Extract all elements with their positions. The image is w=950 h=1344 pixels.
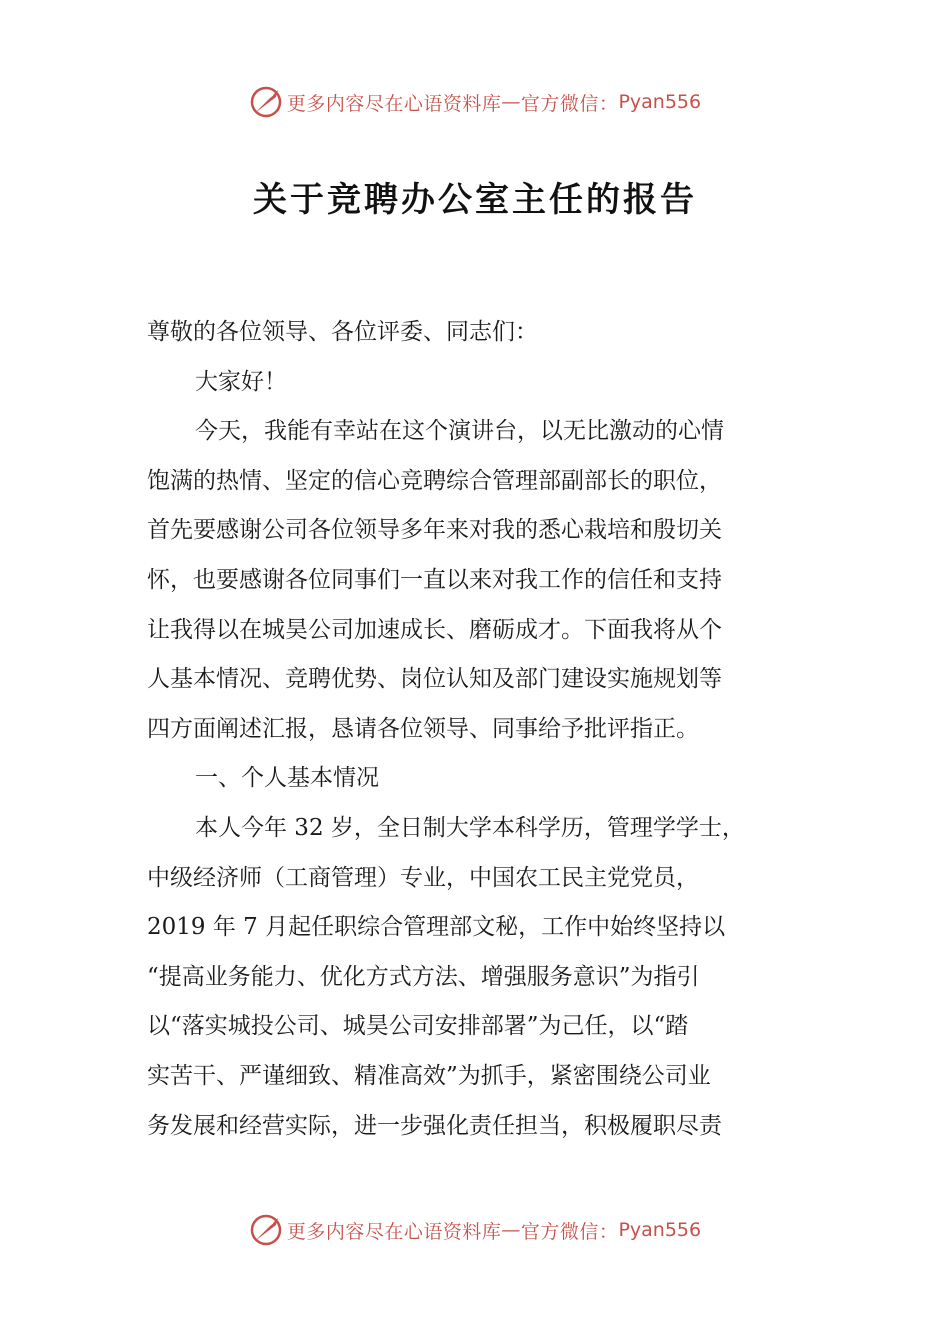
paragraph-line: 本人今年 32 岁，全日制大学本科学历，管理学学士， bbox=[195, 814, 745, 841]
paragraph-line: 人基本情况、竞聘优势、岗位认知及部门建设实施规划等 bbox=[147, 666, 722, 693]
footer-watermark-banner bbox=[0, 1210, 950, 1250]
banner-suffix: 官方微信： bbox=[520, 92, 619, 115]
quill-logo-icon bbox=[249, 1213, 283, 1247]
banner-suffix: 官方微信： bbox=[520, 1220, 619, 1243]
paragraph-line: 2019 年 7 月起任职综合管理部文秘，工作中始终坚持以 bbox=[147, 914, 726, 941]
section-heading: 一、个人基本情况 bbox=[195, 765, 379, 792]
paragraph-line: “提高业务能力、优化方式方法、增强服务意识”为指引 bbox=[147, 963, 700, 990]
greeting-line: 大家好！ bbox=[195, 368, 287, 395]
quill-logo-icon bbox=[249, 85, 283, 119]
banner-text: 更多内容尽在心语资料库 bbox=[286, 1220, 502, 1243]
banner-separator: — bbox=[501, 1219, 521, 1241]
banner-brand: Pyan556 bbox=[618, 1219, 702, 1241]
paragraph-line: 怀，也要感谢各位同事们一直以来对我工作的信任和支持 bbox=[147, 566, 722, 593]
paragraph-line: 首先要感谢公司各位领导多年来对我的悉心栽培和殷切关 bbox=[147, 517, 722, 544]
paragraph-line: 饱满的热情、坚定的信心竞聘综合管理部副部长的职位， bbox=[147, 467, 722, 494]
paragraph-line: 四方面阐述汇报，恳请各位领导、同事给予批评指正。 bbox=[147, 715, 699, 742]
banner-brand: Pyan556 bbox=[618, 91, 702, 113]
header-watermark-banner bbox=[0, 82, 950, 122]
banner-separator: — bbox=[501, 91, 521, 113]
document-body bbox=[147, 308, 807, 1151]
paragraph-line: 中级经济师（工商管理）专业，中国农工民主党党员， bbox=[147, 864, 699, 891]
document-title: 关于竞聘办公室主任的报告 bbox=[253, 180, 697, 220]
paragraph-line: 让我得以在城昊公司加速成长、磨砺成才。下面我将从个 bbox=[147, 616, 722, 643]
paragraph-line: 今天，我能有幸站在这个演讲台，以无比激动的心情 bbox=[195, 418, 724, 445]
paragraph-line: 实苦干、严谨细致、精准高效”为抓手，紧密围绕公司业 bbox=[147, 1062, 711, 1089]
salutation-line: 尊敬的各位领导、各位评委、同志们： bbox=[147, 319, 538, 345]
banner-text: 更多内容尽在心语资料库 bbox=[286, 92, 502, 115]
paragraph-line: 以“落实城投公司、城昊公司安排部署”为己任，以“踏 bbox=[147, 1013, 689, 1040]
paragraph-line: 务发展和经营实际，进一步强化责任担当，积极履职尽责 bbox=[147, 1112, 722, 1139]
